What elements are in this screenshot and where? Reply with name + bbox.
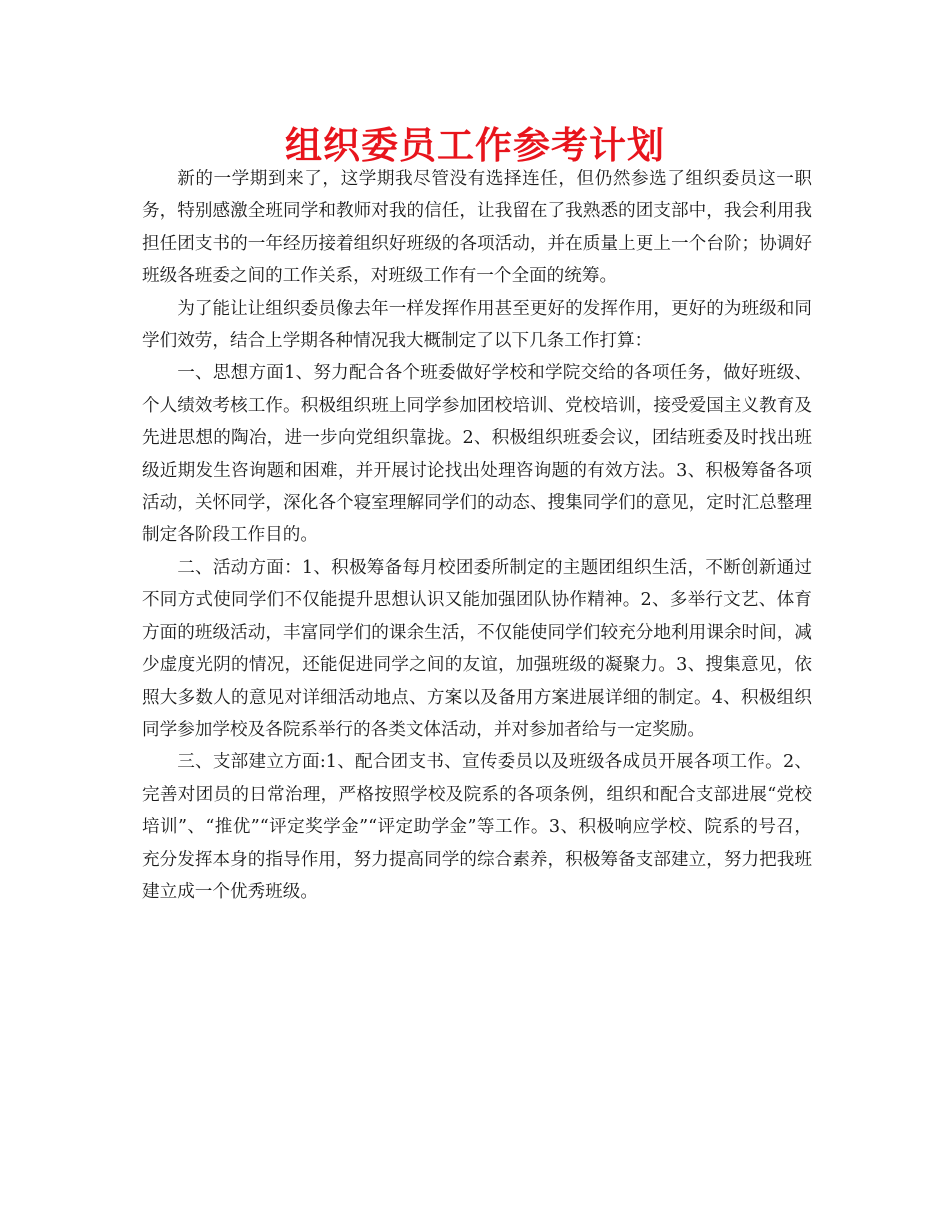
paragraph-ideology: 一、思想方面1、努力配合各个班委做好学校和学院交给的各项任务，做好班级、个人绩效考核工作。积极组织班上同学参加团校培训、党校培训，接受爱国主义教育及先进思想的陶冶，进一步向党组织靠拢。2、积极组织班委会议，团结班委及时找出班级近期发生咨询题和困难，并开展讨论找出处理咨询题的有效方法。3、积极筹备各项活动，关怀同学，深化各个寝室理解同学们的动态、搜集同学们的意见，定时汇总整理制定各阶段工作目的。 <box>142 363 812 546</box>
paragraph-intro: 新的一学期到来了，这学期我尽管没有选择连任，但仍然参选了组织委员这一职务，特别感激全班同学和教师对我的信任，让我留在了我熟悉的团支部中，我会利用我担任团支书的一年经历接着组织好班级的各项活动，并在质量上更上一个台阶；协调好班级各班委之间的工作关系，对班级工作有一个全面的统筹。 <box>142 169 812 287</box>
paragraph-branch-building: 三、支部建立方面:1、配合团支书、宣传委员以及班级各成员开展各项工作。2、完善对团员的日常治理，严格按照学校及院系的各项条例，组织和配合支部进展“党校培训”、“推优”“评定奖学金”“评定助学金”等工作。3、积极响应学校、院系的号召，充分发挥本身的指导作用，努力提高同学的综合素养，积极筹备支部建立，努力把我班建立成一个优秀班级。 <box>142 752 812 902</box>
document-title: 组织委员工作参考计划 <box>285 124 665 167</box>
document-body <box>142 163 812 908</box>
paragraph-activities: 二、活动方面：1、积极筹备每月校团委所制定的主题团组织生活，不断创新通过不同方式使同学们不仅能提升思想认识又能加强团队协作精神。2、多举行文艺、体育方面的班级活动，丰富同学们的课余生活，不仅能使同学们较充分地利用课余时间，减少虚度光阴的情况，还能促进同学之间的友谊，加强班级的凝聚力。3、搜集意见，依照大多数人的意见对详细活动地点、方案以及备用方案进展详细的制定。4、积极组织同学参加学校及各院系举行的各类文体活动，并对参加者给与一定奖励。 <box>142 557 812 740</box>
paragraph-purpose: 为了能让让组织委员像去年一样发挥作用甚至更好的发挥作用，更好的为班级和同学们效劳，结合上学期各种情况我大概制定了以下几条工作打算： <box>142 298 812 352</box>
